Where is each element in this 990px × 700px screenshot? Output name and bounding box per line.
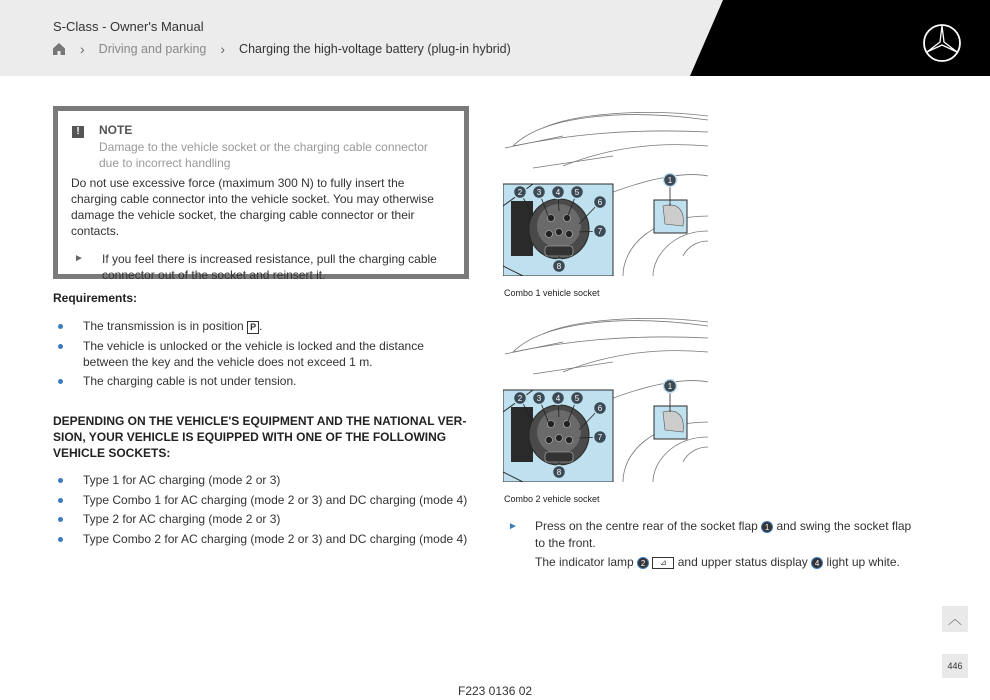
combo2-socket-illustration [503,312,713,482]
callout-label: 1 [667,176,673,185]
callout-label: 7 [597,433,603,442]
gear-position-badge: P [247,321,259,334]
requirements-list [53,318,453,393]
list-item: Type 2 for AC charging (mode 2 or 3) [53,511,473,527]
breadcrumb-current: Charging the high-voltage battery (plug-in hybrid) [239,42,511,56]
callout-label: 8 [556,468,562,477]
requirements-title: Requirements: [53,291,138,305]
unlock-indicator-icon: ⊿ [652,557,674,569]
list-item: The vehicle is unlocked or the vehicle is locked and the distance between the key and the vehicle does not exceed 1 m. [53,338,453,370]
breadcrumb-link-driving[interactable]: Driving and parking [98,42,207,56]
callout-label: 8 [556,262,562,271]
note-subheading: Damage to the vehicle socket or the charging cable connector due to incorrect handling [99,140,428,170]
chevron-right-icon: › [80,41,85,57]
instruction-step: ► Press on the centre rear of the socket flap 1 and swing the socket flap to the front. The indicator lamp 2 ⊿ and upper status display 4 light up white. [508,518,918,571]
note-box [53,106,469,282]
action-arrow-icon: ► [508,521,518,532]
list-item: The transmission is in position P . [53,318,453,334]
instruction-result: The indicator lamp 2 ⊿ and upper status display 4 light up white. [535,555,900,569]
callout-label: 5 [574,394,580,403]
home-icon[interactable] [52,42,66,56]
list-item: Type Combo 2 for AC charging (mode 2 or 3) and DC charging (mode 4) [53,531,473,547]
note-heading: NOTE [99,123,133,137]
note-body: Do not use excessive force (maximum 300 N) to fully insert the charging cable connector into the vehicle socket. You may otherwise damage the vehicle socket, the charging cable connector or their contacts. [71,176,434,238]
page-number: 446 [942,654,968,678]
note-action [71,251,450,283]
list-item: The charging cable is not under tension. [53,373,453,389]
note-action-text: If you feel there is increased resistance, pull the charging cable connector out of the socket and reinsert it. [102,252,437,282]
combo1-socket-illustration [503,106,713,276]
callout-label: 6 [597,404,603,413]
action-arrow-icon: ► [74,253,84,264]
callout-badge: 2 [637,557,649,569]
callout-label: 7 [597,227,603,236]
header-bar [0,0,990,76]
chevron-right-icon: › [220,41,226,57]
chevron-up-icon[interactable]: ︿ [942,606,968,632]
callout-badge: 4 [811,557,823,569]
footer-code: F223 0136 02 [458,684,533,698]
callout-label: 4 [555,188,561,197]
warning-icon: ! [72,126,84,138]
callout-label: 2 [517,394,523,403]
list-item: Type 1 for AC charging (mode 2 or 3) [53,472,473,488]
callout-label: 6 [597,198,603,207]
list-item: Type Combo 1 for AC charging (mode 2 or 3) and DC charging (mode 4) [53,492,473,508]
manual-title: S-Class - Owner's Manual [53,19,204,34]
figure-caption: Combo 2 vehicle socket [504,494,600,504]
callout-label: 2 [517,188,523,197]
callout-badge: 1 [761,521,773,533]
callout-label: 5 [574,188,580,197]
socket-types-list [53,472,473,550]
equipment-heading: DEPENDING ON THE VEHICLE'S EQUIPMENT AND THE NATIONAL VERSION, YOUR VEHICLE IS EQUIPPED WITH ONE OF THE FOLLOWING VEHICLE SOCKETS: [53,414,467,460]
mercedes-star-icon[interactable] [922,23,962,63]
breadcrumb [52,41,511,57]
callout-label: 1 [667,382,673,391]
callout-label: 3 [536,188,542,197]
figure-caption: Combo 1 vehicle socket [504,288,600,298]
callout-label: 3 [536,394,542,403]
callout-label: 4 [555,394,561,403]
